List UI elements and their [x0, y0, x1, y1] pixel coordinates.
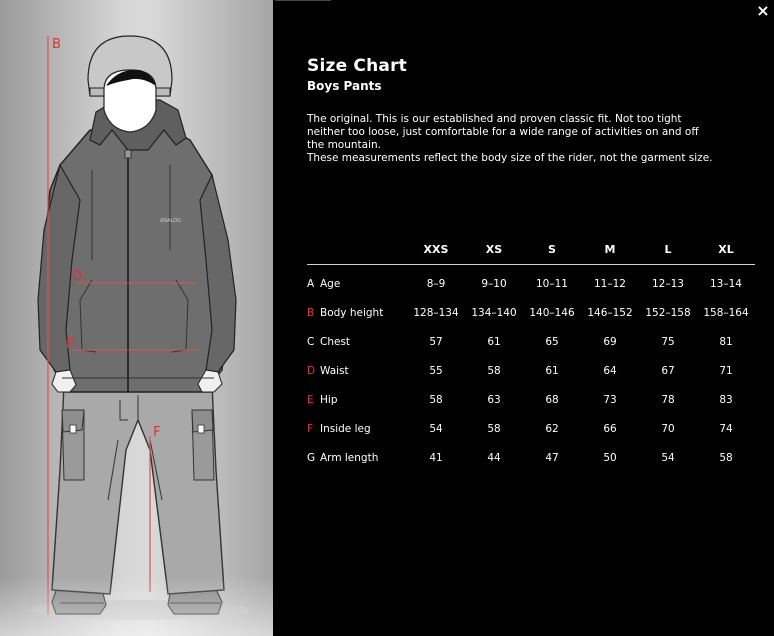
measurement-letter: B: [307, 306, 315, 319]
column-header: [307, 240, 407, 264]
table-cell: 73: [603, 393, 617, 406]
table-row: [307, 356, 755, 385]
measurement-letter: F: [307, 422, 314, 435]
table-cell: 54: [661, 451, 675, 464]
fit-description: [307, 113, 717, 165]
table-cell: 78: [661, 393, 675, 406]
top-divider: [275, 0, 331, 1]
table-cell: 62: [545, 422, 559, 435]
page-subtitle: Boys Pants: [307, 79, 382, 93]
measurement-letter: G: [307, 451, 316, 464]
figure-label-d: D: [72, 269, 83, 284]
table-cell: 81: [719, 335, 733, 348]
measurement-letter: E: [307, 393, 314, 406]
row-label: [307, 414, 407, 443]
table-cell: 158–164: [703, 306, 749, 319]
column-header: XL: [718, 243, 734, 256]
table-cell: 66: [603, 422, 617, 435]
description-paragraph: These measurements reflect the body size of the rider, not the garment size.: [307, 152, 713, 164]
table-cell: 128–134: [413, 306, 459, 319]
measurement-name: Chest: [320, 335, 351, 348]
table-row: [307, 443, 755, 472]
table-cell: 12–13: [652, 277, 684, 290]
description-paragraph: The original. This is our established and proven classic fit. Not too tight neither too loose, just comfortable for a wide range of activities on and off the mountain.: [307, 113, 699, 151]
row-label: [307, 327, 407, 356]
table-cell: 54: [429, 422, 443, 435]
table-cell: 61: [545, 364, 559, 377]
column-header: S: [548, 243, 556, 256]
jacket-brand-label: ANALOG: [160, 218, 181, 224]
measurement-name: Arm length: [320, 451, 379, 464]
table-cell: 70: [661, 422, 675, 435]
row-label: [307, 385, 407, 414]
table-row: [307, 385, 755, 414]
table-cell: 140–146: [529, 306, 575, 319]
measurement-name: Age: [320, 277, 341, 290]
table-cell: 11–12: [594, 277, 626, 290]
table-cell: 146–152: [587, 306, 633, 319]
table-cell: 57: [429, 335, 443, 348]
table-cell: 58: [487, 422, 501, 435]
figure-label-e: E: [66, 337, 75, 352]
column-header: M: [604, 243, 616, 256]
measurement-name: Inside leg: [320, 422, 371, 435]
table-row: [307, 298, 755, 327]
table-header-row: [307, 240, 755, 264]
table-cell: 64: [603, 364, 617, 377]
table-cell: 8–9: [426, 277, 446, 290]
measurement-letter: C: [307, 335, 315, 348]
table-row: [307, 414, 755, 443]
table-cell: 67: [661, 364, 675, 377]
measurement-name: Hip: [320, 393, 338, 406]
column-header: L: [664, 243, 672, 256]
column-header: XXS: [423, 243, 449, 256]
figure-label-b: B: [52, 37, 61, 52]
row-label: [307, 443, 407, 472]
table-cell: 69: [603, 335, 617, 348]
table-cell: 68: [545, 393, 559, 406]
page-title: Size Chart: [307, 56, 407, 76]
size-table: [307, 240, 755, 472]
table-cell: 55: [429, 364, 443, 377]
table-cell: 65: [545, 335, 559, 348]
measurement-letter: A: [307, 277, 315, 290]
table-cell: 9–10: [481, 277, 507, 290]
table-cell: 58: [429, 393, 443, 406]
table-cell: 74: [719, 422, 733, 435]
column-header: XS: [485, 243, 503, 256]
table-cell: 58: [719, 451, 733, 464]
measurement-name: Waist: [320, 364, 349, 377]
table-cell: 41: [429, 451, 443, 464]
table-cell: 58: [487, 364, 501, 377]
measurement-letter: D: [307, 364, 316, 377]
row-label: [307, 298, 407, 327]
close-button[interactable]: ×: [756, 1, 770, 20]
table-cell: 71: [719, 364, 733, 377]
table-cell: 47: [545, 451, 559, 464]
table-row: [307, 264, 755, 298]
size-chart-content: [307, 56, 767, 165]
table-cell: 13–14: [710, 277, 742, 290]
table-cell: 75: [661, 335, 675, 348]
rider-figure-illustration: [0, 0, 273, 636]
table-cell: 10–11: [536, 277, 568, 290]
row-label: [307, 264, 407, 298]
table-row: [307, 327, 755, 356]
table-cell: 152–158: [645, 306, 691, 319]
row-label: [307, 356, 407, 385]
table-cell: 83: [719, 393, 733, 406]
figure-label-f: F: [153, 425, 161, 440]
table-cell: 44: [487, 451, 501, 464]
rider-illustration-panel: [0, 0, 273, 636]
table-cell: 63: [487, 393, 501, 406]
table-cell: 134–140: [471, 306, 517, 319]
table-cell: 61: [487, 335, 501, 348]
table-cell: 50: [603, 451, 617, 464]
measurement-name: Body height: [320, 306, 384, 319]
